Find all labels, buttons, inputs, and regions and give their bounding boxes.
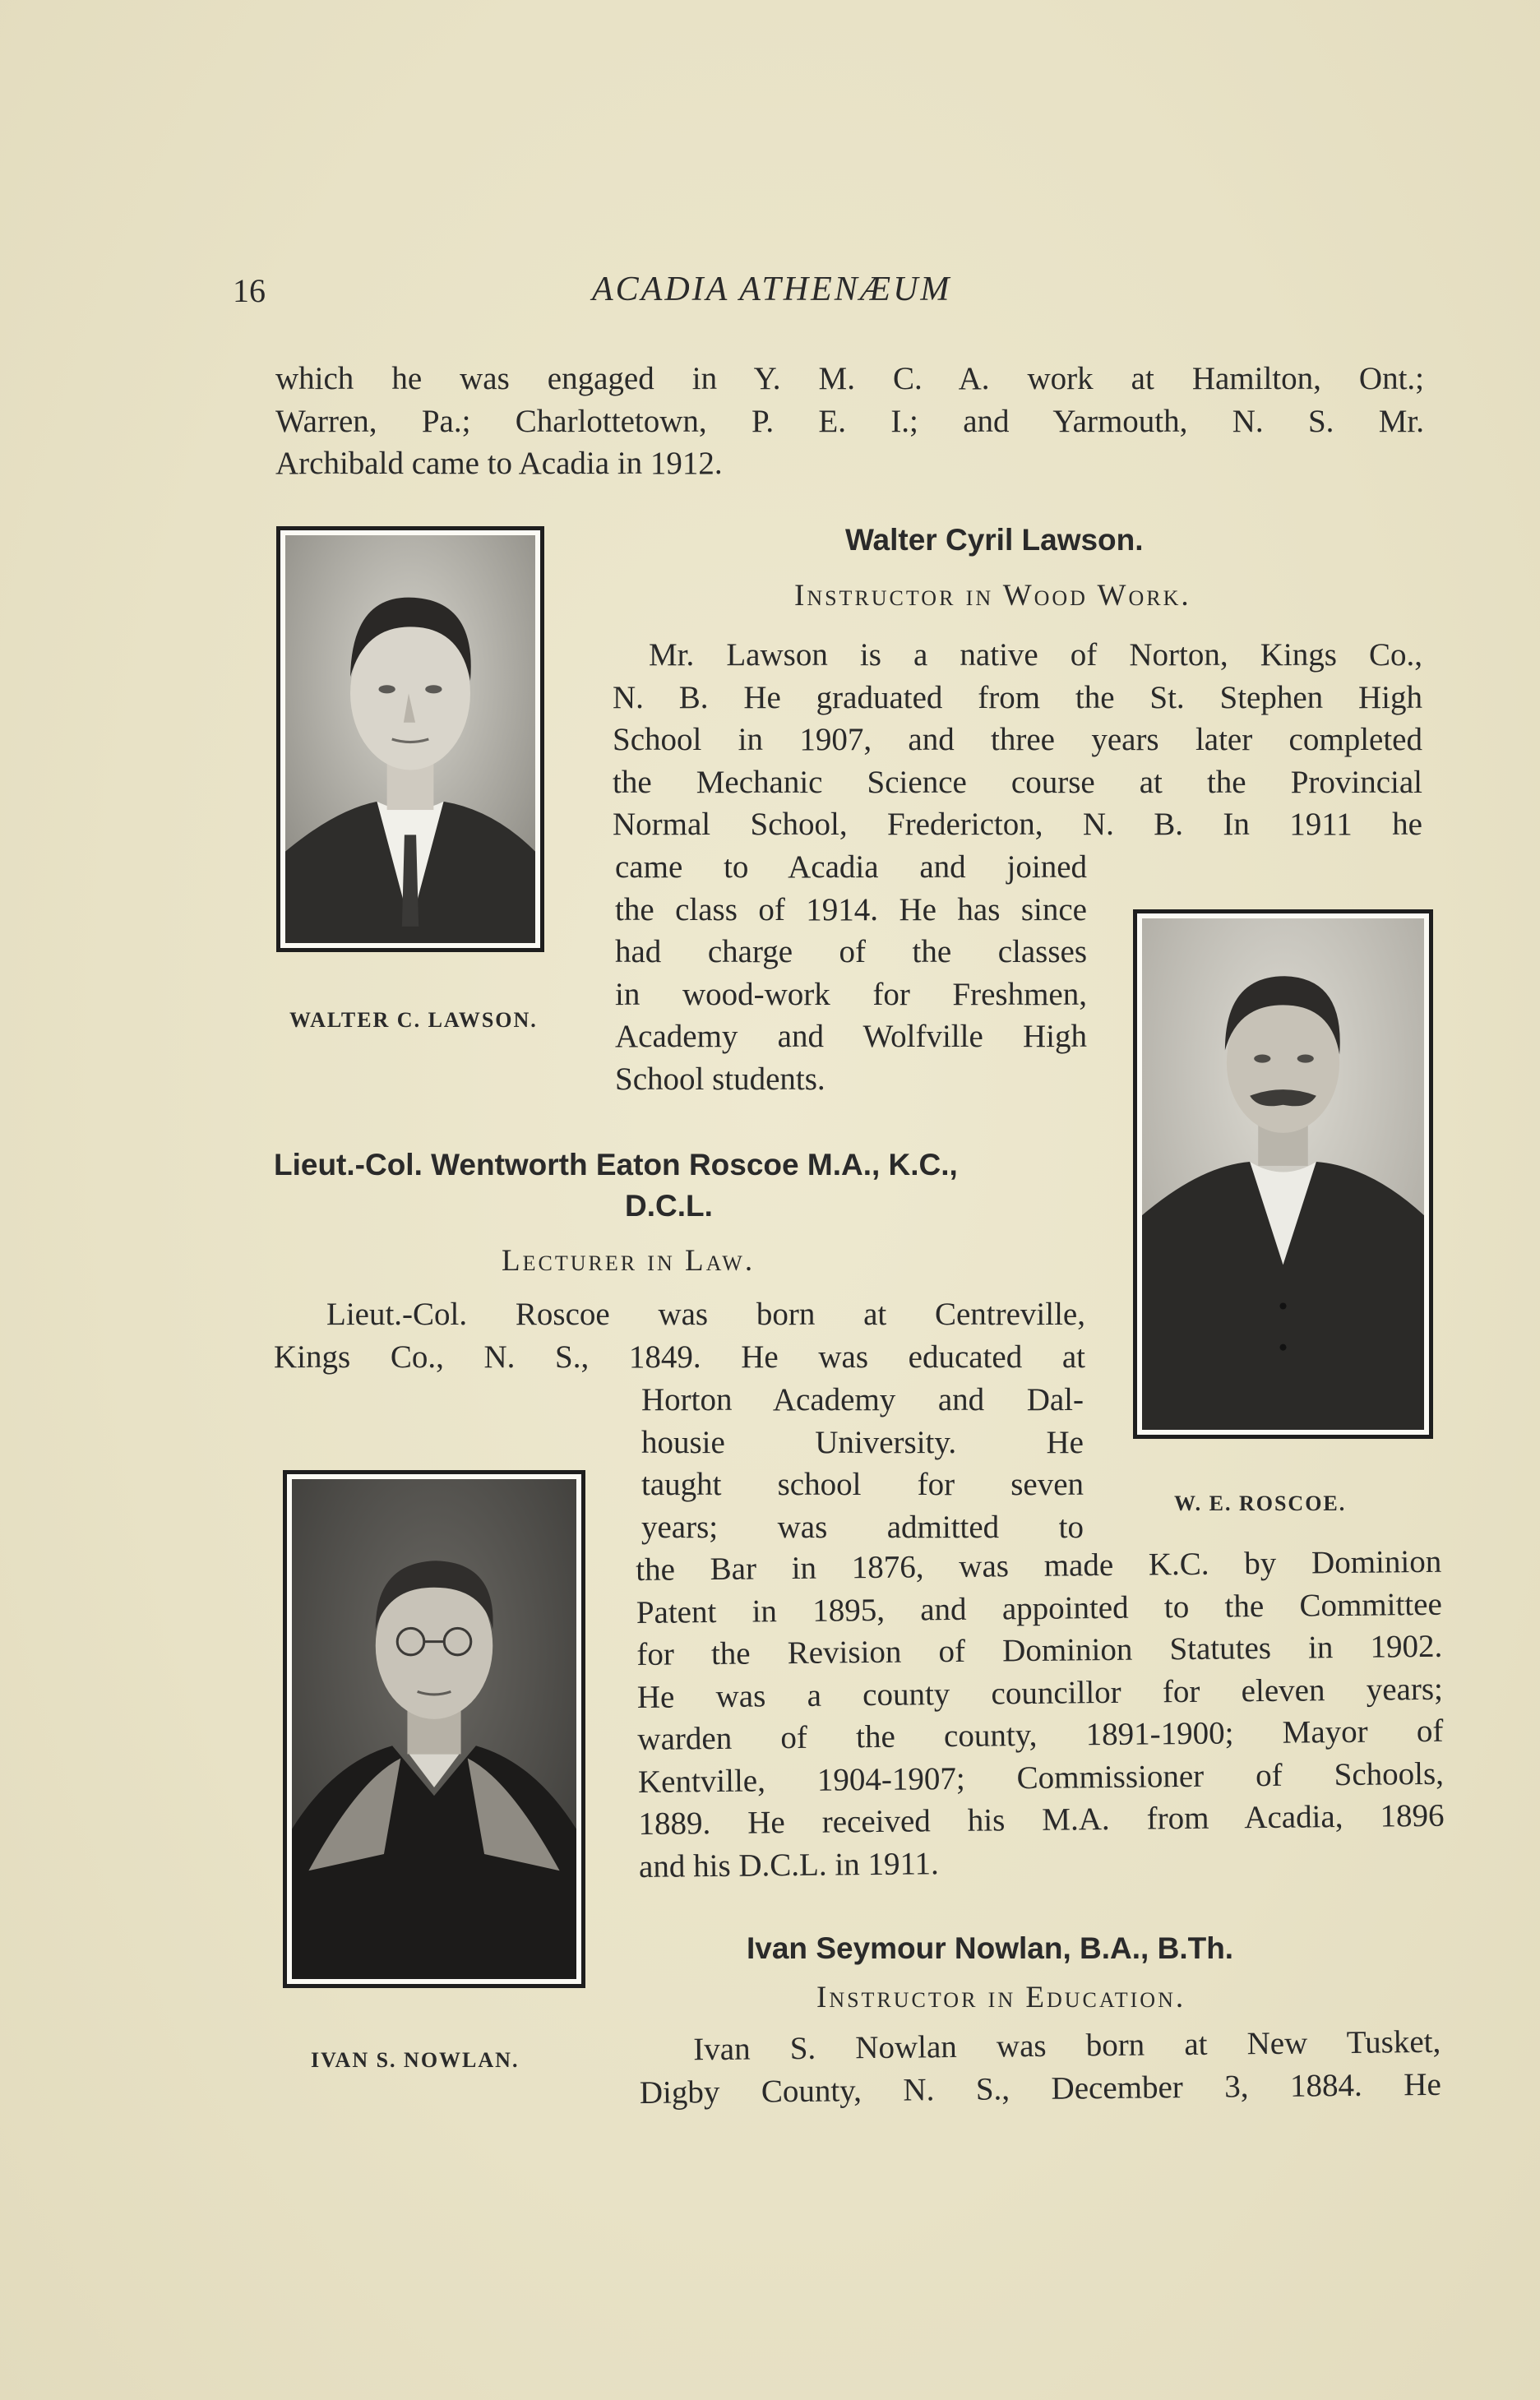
text-line: Mr. Lawson is a native of Norton, Kings Co., bbox=[649, 637, 1422, 673]
portrait-nowlan bbox=[292, 1479, 576, 1979]
lawson-paragraph-top bbox=[613, 634, 1422, 846]
text-line: the class of 1914. He has since bbox=[615, 891, 1087, 927]
text-line: Horton Academy and Dal- bbox=[641, 1382, 1084, 1417]
heading-nowlan-title: Instructor in Education. bbox=[816, 1981, 1186, 2014]
text-line: warden of the county, 1891-1900; Mayor of bbox=[637, 1713, 1444, 1757]
roscoe-paragraph-narrow bbox=[641, 1379, 1084, 1548]
text-line: He was a county councillor for eleven years; bbox=[636, 1671, 1444, 1715]
text-line: and his D.C.L. in 1911. bbox=[638, 1845, 939, 1884]
text-line: which he was engaged in Y. M. C. A. work at Hamilton, Ont.; bbox=[275, 361, 1424, 396]
roscoe-paragraph-wide bbox=[636, 1541, 1445, 1888]
text-line: Archibald came to Acadia in 1912. bbox=[275, 446, 723, 481]
intro-paragraph bbox=[275, 358, 1424, 485]
caption-lawson: WALTER C. LAWSON. bbox=[289, 1008, 538, 1032]
portrait-roscoe bbox=[1142, 918, 1424, 1430]
text-line: N. B. He graduated from the St. Stephen High bbox=[613, 679, 1422, 715]
nowlan-paragraph bbox=[639, 2021, 1441, 2114]
text-line: Warren, Pa.; Charlottetown, P. E. I.; and Yarmouth, N. S. Mr. bbox=[275, 403, 1424, 439]
photo-w-e-roscoe bbox=[1133, 909, 1433, 1439]
text-line: Digby County, N. S., December 3, 1884. He bbox=[639, 2066, 1441, 2111]
heading-roscoe-name-cont: D.C.L. bbox=[625, 1189, 713, 1223]
text-line: Academy and Wolfville High bbox=[615, 1019, 1087, 1054]
text-line: the Bar in 1876, was made K.C. by Dominion bbox=[636, 1543, 1442, 1588]
running-title: ACADIA ATHENÆUM bbox=[592, 271, 952, 308]
photo-walter-lawson bbox=[276, 526, 544, 952]
text-line: Kentville, 1904-1907; Commissioner of Schools, bbox=[637, 1755, 1445, 1800]
portrait-lawson bbox=[285, 535, 535, 943]
text-line: 1889. He received his M.A. from Acadia, 1896 bbox=[638, 1797, 1445, 1842]
text-line: Ivan S. Nowlan was born at New Tusket, bbox=[693, 2023, 1441, 2068]
text-line: Lieut.-Col. Roscoe was born at Centreville, bbox=[326, 1297, 1085, 1332]
heading-lawson-name: Walter Cyril Lawson. bbox=[845, 523, 1144, 557]
lawson-paragraph-narrow bbox=[615, 846, 1087, 1100]
text-line: School students. bbox=[615, 1061, 825, 1097]
text-line: years; was admitted to bbox=[641, 1509, 1084, 1545]
text-line: School in 1907, and three years later completed bbox=[613, 722, 1422, 757]
page-number: 16 bbox=[233, 272, 266, 309]
photo-ivan-nowlan bbox=[283, 1470, 585, 1988]
text-line: in wood-work for Freshmen, bbox=[615, 976, 1087, 1012]
heading-lawson-title: Instructor in Wood Work. bbox=[794, 579, 1191, 613]
heading-roscoe-title: Lecturer in Law. bbox=[502, 1244, 756, 1278]
text-line: Patent in 1895, and appointed to the Committee bbox=[636, 1586, 1442, 1630]
text-line: for the Revision of Dominion Statutes in 1902. bbox=[636, 1628, 1443, 1672]
text-line: Kings Co., N. S., 1849. He was educated at bbox=[274, 1339, 1085, 1375]
heading-roscoe-name: Lieut.-Col. Wentworth Eaton Roscoe M.A., K.C., bbox=[274, 1148, 958, 1182]
heading-nowlan-name: Ivan Seymour Nowlan, B.A., B.Th. bbox=[747, 1931, 1234, 1965]
text-line: the Mechanic Science course at the Provincial bbox=[613, 764, 1422, 800]
text-line: came to Acadia and joined bbox=[615, 849, 1087, 885]
roscoe-paragraph-top bbox=[274, 1293, 1085, 1378]
caption-roscoe: W. E. ROSCOE. bbox=[1174, 1491, 1347, 1515]
text-line: had charge of the classes bbox=[615, 934, 1087, 969]
caption-nowlan: IVAN S. NOWLAN. bbox=[311, 2048, 520, 2072]
text-line: taught school for seven bbox=[641, 1467, 1084, 1502]
text-line: Normal School, Fredericton, N. B. In 1911 he bbox=[613, 807, 1422, 842]
text-line: housie University. He bbox=[641, 1424, 1084, 1460]
